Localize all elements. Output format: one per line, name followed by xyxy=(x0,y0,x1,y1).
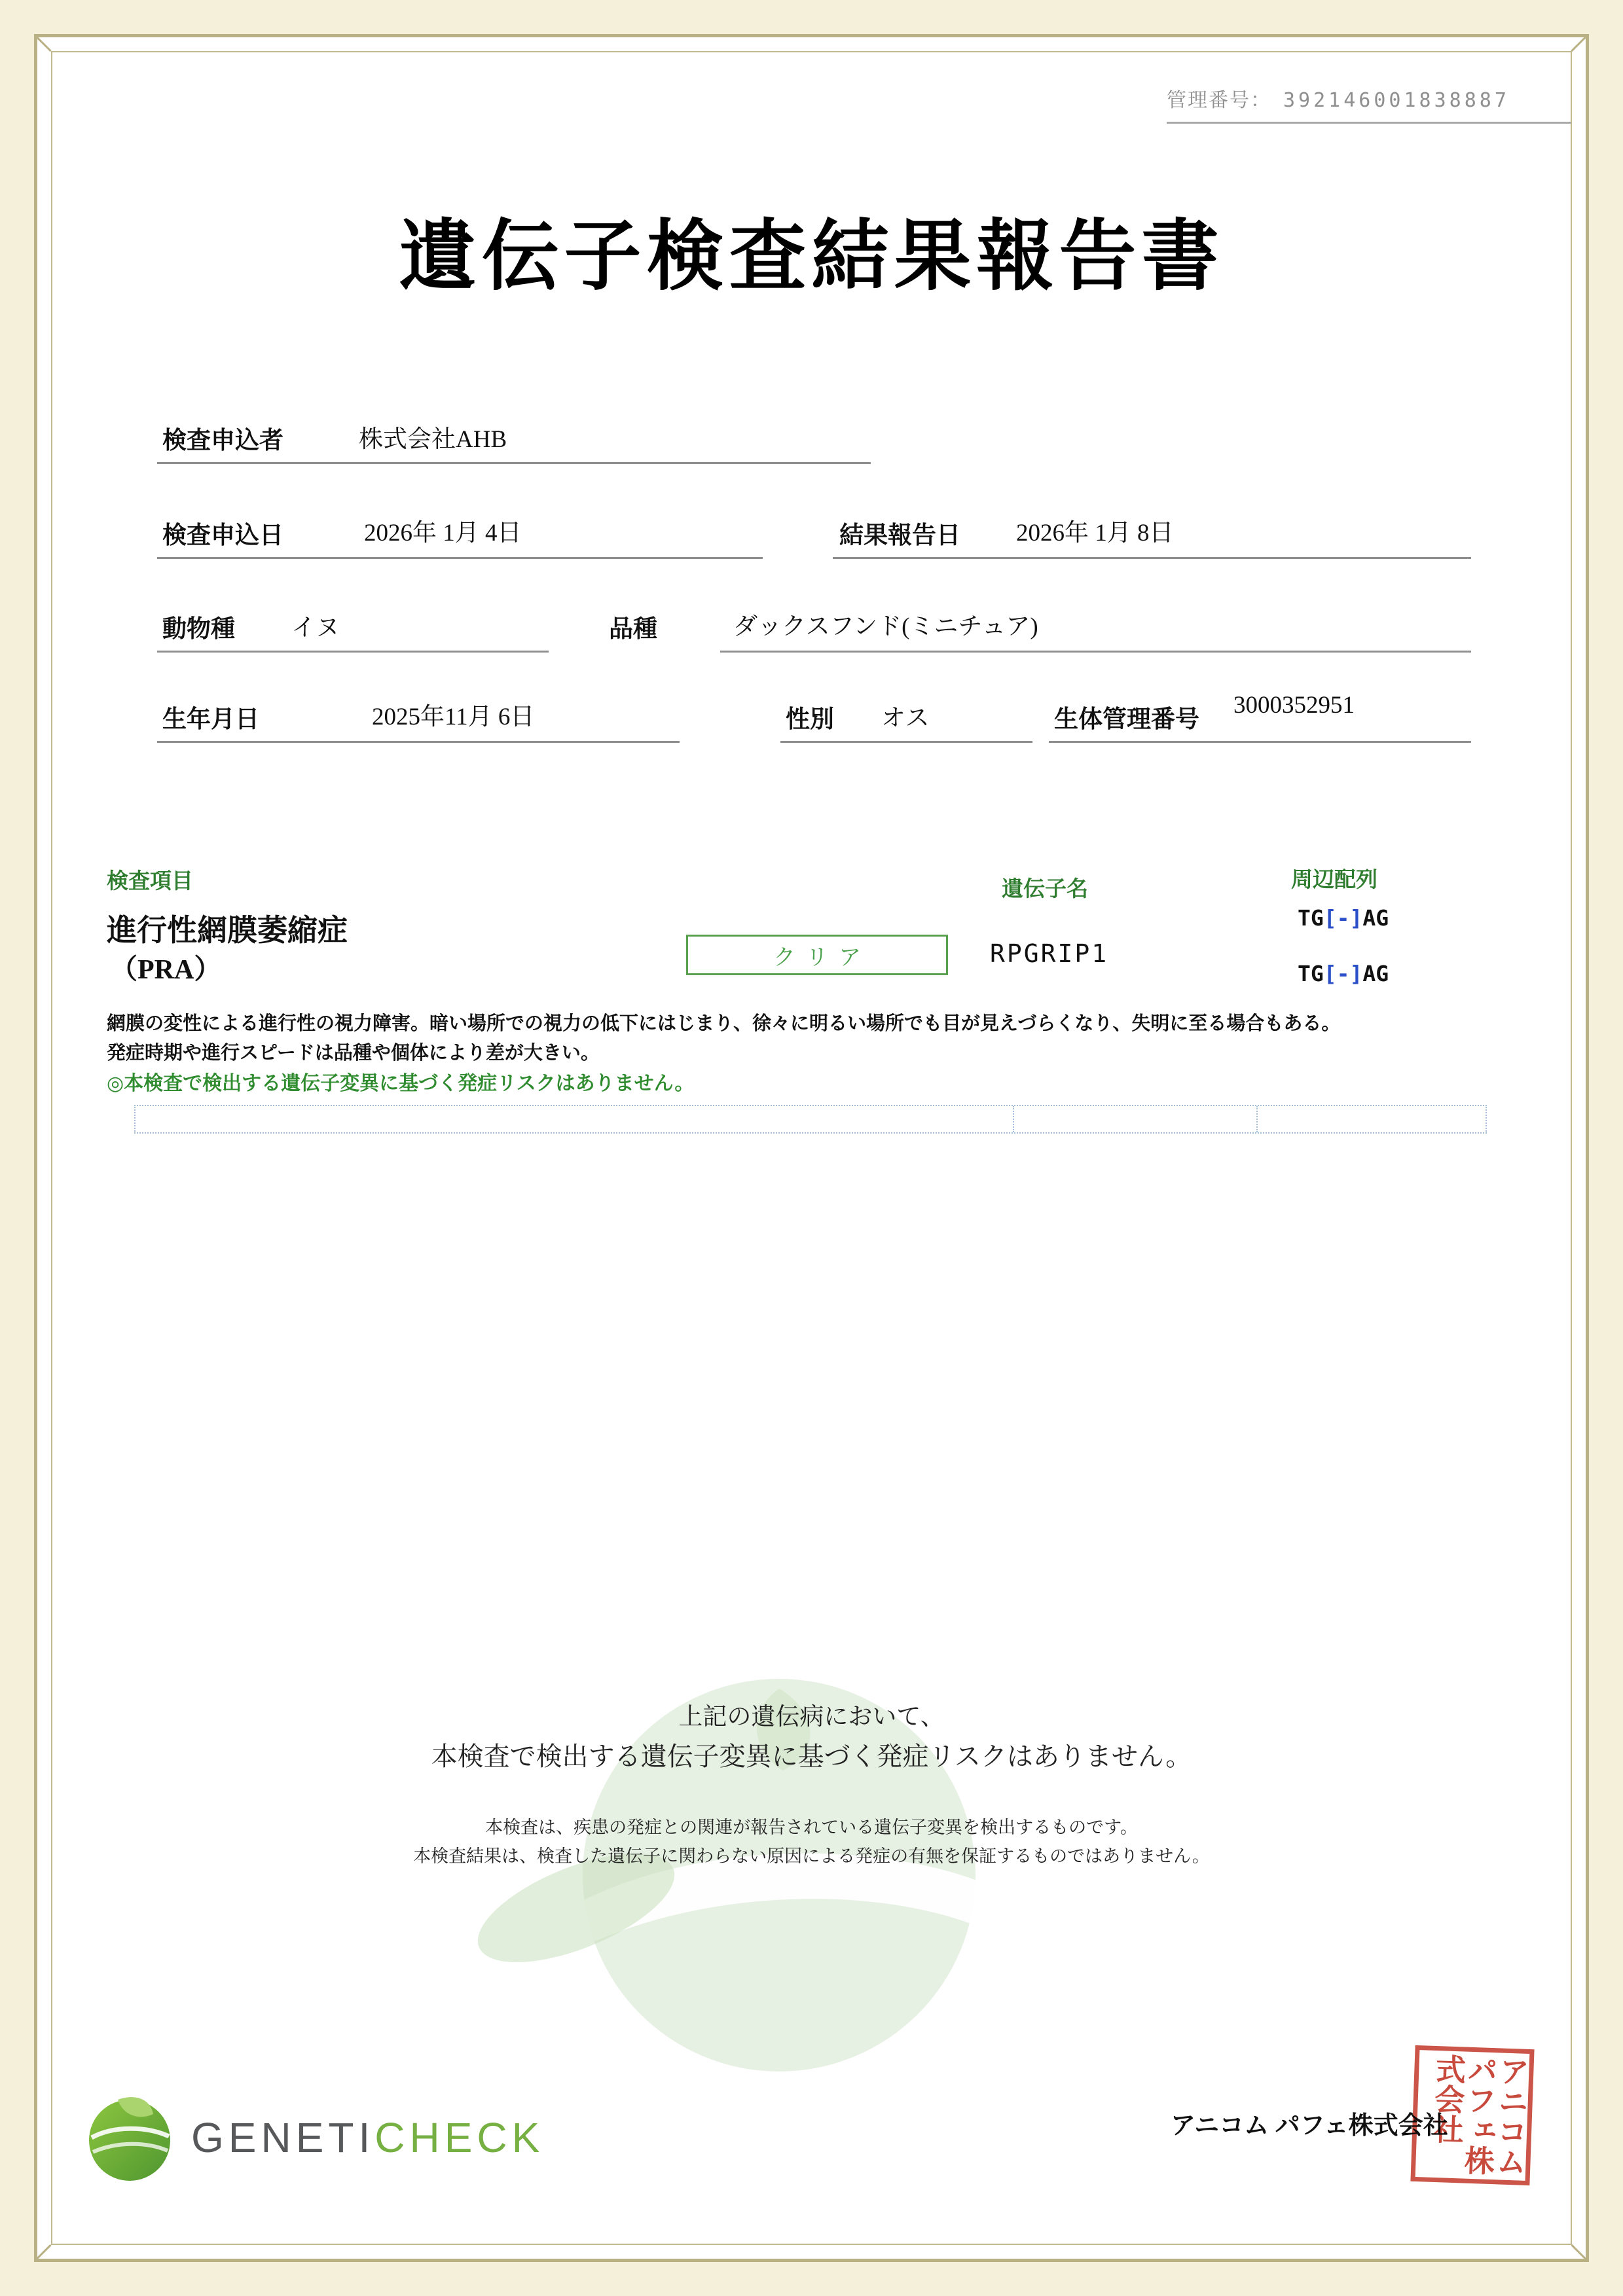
brand-text-check: CHECK xyxy=(374,2114,545,2161)
sequence-value-top xyxy=(1298,905,1389,931)
species-value: イヌ xyxy=(291,615,340,641)
disclaimer-line1: 本検査は、疾患の発症との関連が報告されている遺伝子変異を検出するものです。 xyxy=(485,1818,1138,1837)
sequence-header: 周辺配列 xyxy=(1291,869,1377,892)
result-status-badge: クリア xyxy=(686,935,948,975)
test-item-header: 検査項目 xyxy=(107,870,193,893)
company-name: アニコム パフェ株式会社 xyxy=(1171,2112,1448,2140)
species-label: 動物種 xyxy=(162,616,235,643)
disease-name: 進行性網膜萎縮症 xyxy=(107,914,348,947)
applicant-value: 株式会社AHB xyxy=(359,426,507,453)
field-underline xyxy=(157,462,871,464)
geneticheck-wordmark xyxy=(191,2113,544,2162)
management-number xyxy=(1167,84,1571,124)
sequence-prefix: TG xyxy=(1298,961,1324,986)
field-underline xyxy=(157,651,549,653)
gene-name-value: RPGRIP1 xyxy=(990,939,1109,968)
apply-date-label: 検査申込日 xyxy=(162,522,283,549)
certificate-frame-inner xyxy=(51,51,1572,2245)
sequence-value-bottom xyxy=(1298,961,1389,986)
geneticheck-logo xyxy=(84,2092,544,2183)
disease-abbreviation: （PRA） xyxy=(110,955,222,985)
birth-date-label: 生年月日 xyxy=(162,706,259,733)
applicant-label: 検査申込者 xyxy=(162,427,283,454)
sex-label: 性別 xyxy=(786,706,834,733)
geneticheck-logo-icon xyxy=(84,2092,175,2183)
field-underline xyxy=(780,741,1032,743)
summary-line2: 本検査で検出する遺伝子変異に基づく発症リスクはありません。 xyxy=(431,1742,1192,1771)
management-number-label: 管理番号： xyxy=(1167,90,1271,111)
company-seal-stamp: アニコムパフェ株式会社 xyxy=(1410,2045,1534,2185)
apply-date-value: 2026年 1月 4日 xyxy=(364,520,522,547)
field-underline xyxy=(833,557,1471,559)
breed-label: 品種 xyxy=(609,616,657,643)
gene-name-header: 遺伝子名 xyxy=(1002,878,1088,901)
sequence-variant: [-] xyxy=(1323,905,1363,931)
sequence-suffix: AG xyxy=(1362,961,1389,986)
risk-note: ◎本検査で検出する遺伝子変異に基づく発症リスクはありません。 xyxy=(107,1073,695,1094)
field-underline xyxy=(157,741,680,743)
report-date-value: 2026年 1月 8日 xyxy=(1016,520,1174,547)
report-date-label: 結果報告日 xyxy=(839,522,960,549)
dotted-column-divider xyxy=(1013,1106,1014,1132)
disease-description-line2: 発症時期や進行スピードは品種や個体により差が大きい。 xyxy=(107,1043,600,1064)
brand-text-geneti: GENETI xyxy=(191,2114,375,2161)
bio-id-label: 生体管理番号 xyxy=(1054,706,1199,733)
sequence-prefix: TG xyxy=(1298,905,1324,931)
disease-description-line1: 網膜の変性による進行性の視力障害。暗い場所での視力の低下にはじまり、徐々に明るい場所でも目が見えづらくなり、失明に至る場合もある。 xyxy=(107,1013,1341,1034)
disclaimer-line2: 本検査結果は、検査した遺伝子に関わらない原因による発症の有無を保証するものではありません。 xyxy=(413,1846,1210,1866)
sequence-suffix: AG xyxy=(1362,905,1389,931)
breed-value: ダックスフンド(ミニチュア) xyxy=(733,613,1038,640)
field-underline xyxy=(720,651,1471,653)
field-underline xyxy=(1049,741,1471,743)
empty-result-row xyxy=(134,1105,1487,1134)
bio-id-value: 3000352951 xyxy=(1233,692,1355,719)
page-title: 遺伝子検査結果報告書 xyxy=(399,214,1224,300)
management-number-value: 392146001838887 xyxy=(1283,89,1510,112)
birth-date-value: 2025年11月 6日 xyxy=(372,704,535,730)
summary-line1: 上記の遺伝病において、 xyxy=(678,1703,945,1730)
dotted-column-divider xyxy=(1256,1106,1258,1132)
sex-value: オス xyxy=(881,705,930,732)
sequence-variant: [-] xyxy=(1323,961,1363,986)
field-underline xyxy=(157,557,763,559)
